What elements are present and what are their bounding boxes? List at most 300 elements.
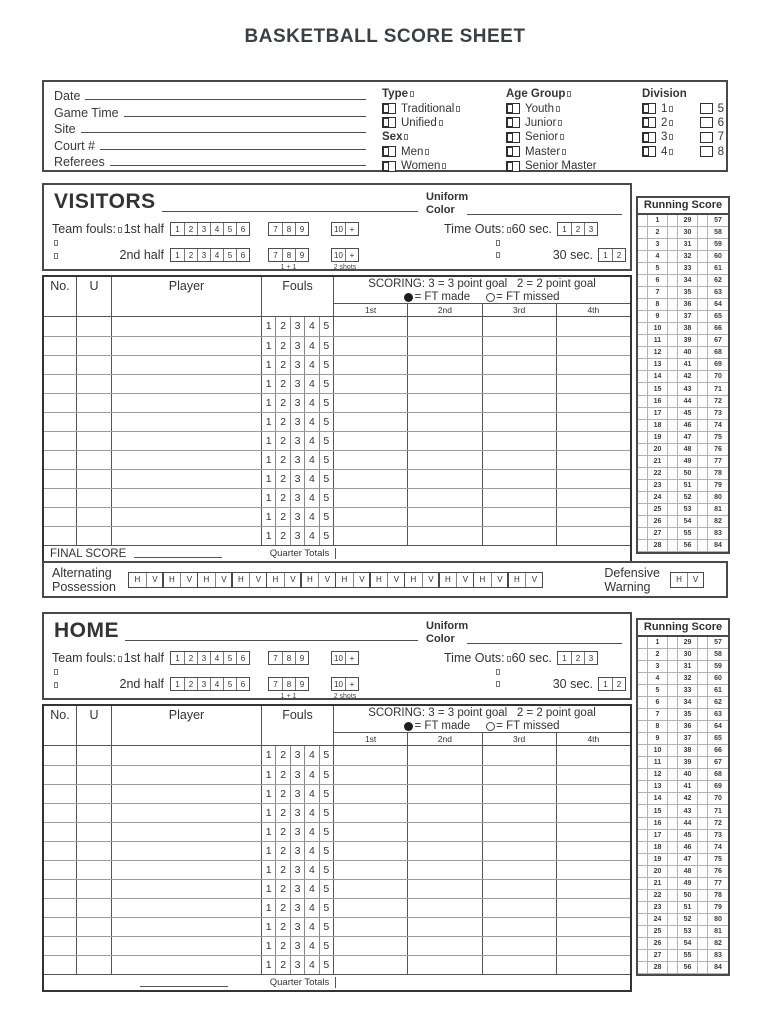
foul-digit[interactable]: 3: [290, 880, 304, 898]
running-score-markbox[interactable]: [668, 793, 678, 805]
running-score-number[interactable]: 55: [678, 528, 698, 540]
running-score-number[interactable]: 52: [678, 492, 698, 504]
running-score-markbox[interactable]: [668, 842, 678, 854]
player-name-cell[interactable]: [112, 337, 262, 355]
player-number-cell[interactable]: [44, 804, 77, 822]
running-score-number[interactable]: 34: [678, 697, 698, 709]
foul-digit[interactable]: 1: [265, 826, 272, 838]
foul-digit[interactable]: 5: [319, 413, 333, 431]
running-score-number[interactable]: 80: [708, 492, 728, 504]
running-score-markbox[interactable]: [638, 685, 648, 697]
score-cell-q2[interactable]: [407, 470, 481, 488]
number-box[interactable]: 2: [571, 652, 584, 664]
foul-digit[interactable]: 2: [275, 899, 289, 917]
running-score-number[interactable]: 6: [648, 275, 668, 287]
running-score-number[interactable]: 60: [708, 251, 728, 263]
unified-cell[interactable]: [77, 861, 112, 879]
foul-digit[interactable]: 2: [275, 918, 289, 936]
running-score-markbox[interactable]: [668, 516, 678, 528]
running-score-markbox[interactable]: [638, 504, 648, 516]
unified-cell[interactable]: [77, 432, 112, 450]
running-score-number[interactable]: 76: [708, 866, 728, 878]
score-cell-q2[interactable]: [407, 508, 481, 526]
running-score-number[interactable]: 82: [708, 938, 728, 950]
running-score-markbox[interactable]: [698, 468, 708, 480]
foul-digit[interactable]: 3: [290, 317, 304, 336]
foul-digit[interactable]: 2: [275, 527, 289, 545]
running-score-markbox[interactable]: [698, 757, 708, 769]
score-cell-q1[interactable]: [334, 899, 407, 917]
score-cell-q2[interactable]: [407, 918, 481, 936]
score-cell-q4[interactable]: [556, 508, 630, 526]
unified-cell[interactable]: [77, 489, 112, 507]
foul-digit[interactable]: 3: [290, 861, 304, 879]
foul-digit[interactable]: 3: [290, 375, 304, 393]
score-cell-q2[interactable]: [407, 451, 481, 469]
running-score-number[interactable]: 31: [678, 661, 698, 673]
running-score-number[interactable]: 36: [678, 721, 698, 733]
player-number-cell[interactable]: [44, 394, 77, 412]
number-box[interactable]: 4: [210, 223, 223, 235]
number-box[interactable]: 5: [223, 652, 236, 664]
foul-digit[interactable]: 5: [319, 899, 333, 917]
running-score-markbox[interactable]: [698, 781, 708, 793]
foul-digit[interactable]: 5: [319, 432, 333, 450]
number-box[interactable]: 1: [175, 679, 180, 689]
running-score-markbox[interactable]: [668, 227, 678, 239]
running-score-number[interactable]: 81: [708, 926, 728, 938]
number-box[interactable]: 2: [612, 249, 625, 261]
running-score-markbox[interactable]: [698, 540, 708, 552]
number-box[interactable]: 2: [612, 678, 625, 690]
possession-cell[interactable]: H: [410, 575, 417, 584]
checkbox-icon[interactable]: [700, 146, 713, 157]
running-score-markbox[interactable]: [698, 420, 708, 432]
number-box[interactable]: 4: [210, 249, 223, 261]
unified-cell[interactable]: [77, 451, 112, 469]
running-score-markbox[interactable]: [638, 444, 648, 456]
foul-digit[interactable]: 1: [265, 883, 272, 895]
possession-cell[interactable]: H: [272, 575, 279, 584]
running-score-markbox[interactable]: [698, 673, 708, 685]
checkbox-icon[interactable]: [506, 103, 520, 114]
foul-digit[interactable]: 2: [275, 470, 289, 488]
player-number-cell[interactable]: [44, 766, 77, 784]
running-score-markbox[interactable]: [698, 287, 708, 299]
possession-cell[interactable]: H: [514, 575, 520, 584]
running-score-number[interactable]: 77: [708, 456, 728, 468]
score-cell-q2[interactable]: [407, 880, 481, 898]
foul-digit[interactable]: 2: [275, 956, 289, 974]
running-score-number[interactable]: 65: [708, 311, 728, 323]
foul-digit[interactable]: 5: [319, 842, 333, 860]
running-score-number[interactable]: 41: [678, 781, 698, 793]
running-score-number[interactable]: 39: [678, 335, 698, 347]
number-box[interactable]: 6: [236, 249, 249, 261]
running-score-markbox[interactable]: [668, 697, 678, 709]
player-name-cell[interactable]: [112, 785, 262, 803]
score-cell-q1[interactable]: [334, 766, 407, 784]
number-box[interactable]: 3: [197, 678, 210, 690]
running-score-number[interactable]: 32: [678, 251, 698, 263]
running-score-number[interactable]: 75: [708, 854, 728, 866]
foul-digit[interactable]: 2: [275, 508, 289, 526]
running-score-number[interactable]: 61: [708, 685, 728, 697]
foul-digit[interactable]: 2: [275, 489, 289, 507]
running-score-number[interactable]: 30: [678, 649, 698, 661]
running-score-markbox[interactable]: [698, 697, 708, 709]
running-score-number[interactable]: 7: [648, 287, 668, 299]
running-score-markbox[interactable]: [638, 275, 648, 287]
running-score-number[interactable]: 83: [708, 528, 728, 540]
foul-digit[interactable]: 3: [290, 766, 304, 784]
foul-digit[interactable]: 1: [265, 435, 272, 447]
player-name-cell[interactable]: [112, 899, 262, 917]
running-score-number[interactable]: 9: [648, 311, 668, 323]
score-cell-q4[interactable]: [556, 746, 630, 765]
running-score-number[interactable]: 15: [648, 383, 668, 395]
checkbox-icon[interactable]: [382, 146, 396, 157]
running-score-markbox[interactable]: [638, 697, 648, 709]
running-score-markbox[interactable]: [638, 914, 648, 926]
team-name-line[interactable]: [125, 618, 418, 641]
player-number-cell[interactable]: [44, 356, 77, 374]
foul-digit[interactable]: 2: [275, 766, 289, 784]
running-score-number[interactable]: 29: [678, 215, 698, 227]
running-score-number[interactable]: 8: [648, 721, 668, 733]
running-score-markbox[interactable]: [698, 311, 708, 323]
foul-digit[interactable]: 4: [304, 766, 318, 784]
running-score-markbox[interactable]: [668, 902, 678, 914]
foul-digit[interactable]: 1: [265, 359, 272, 371]
running-score-markbox[interactable]: [698, 335, 708, 347]
unified-cell[interactable]: [77, 918, 112, 936]
running-score-number[interactable]: 5: [648, 263, 668, 275]
running-score-markbox[interactable]: [698, 263, 708, 275]
score-cell-q1[interactable]: [334, 804, 407, 822]
running-score-markbox[interactable]: [638, 251, 648, 263]
unified-cell[interactable]: [77, 356, 112, 374]
running-score-markbox[interactable]: [698, 745, 708, 757]
running-score-markbox[interactable]: [668, 456, 678, 468]
number-box[interactable]: 9: [295, 678, 308, 690]
running-score-number[interactable]: 4: [648, 673, 668, 685]
foul-digit[interactable]: 5: [319, 823, 333, 841]
running-score-markbox[interactable]: [638, 456, 648, 468]
unified-cell[interactable]: [77, 937, 112, 955]
foul-digit[interactable]: 2: [275, 880, 289, 898]
foul-digit[interactable]: 3: [290, 956, 304, 974]
number-box[interactable]: 6: [236, 223, 249, 235]
number-box[interactable]: 10: [334, 679, 343, 689]
score-cell-q4[interactable]: [556, 937, 630, 955]
running-score-number[interactable]: 15: [648, 805, 668, 817]
foul-digit[interactable]: 5: [319, 508, 333, 526]
checkbox-icon[interactable]: [700, 132, 713, 143]
running-score-number[interactable]: 72: [708, 818, 728, 830]
possession-cell[interactable]: V: [353, 573, 370, 587]
score-cell-q3[interactable]: [482, 394, 556, 412]
running-score-number[interactable]: 48: [678, 444, 698, 456]
running-score-markbox[interactable]: [638, 311, 648, 323]
possession-cell[interactable]: H: [479, 575, 486, 584]
foul-digit[interactable]: 5: [319, 918, 333, 936]
foul-digit[interactable]: 1: [265, 807, 272, 819]
running-score-markbox[interactable]: [698, 239, 708, 251]
foul-digit[interactable]: 5: [319, 937, 333, 955]
possession-cell[interactable]: V: [284, 573, 301, 587]
unified-cell[interactable]: [77, 804, 112, 822]
running-score-number[interactable]: 58: [708, 227, 728, 239]
running-score-markbox[interactable]: [668, 938, 678, 950]
running-score-markbox[interactable]: [698, 432, 708, 444]
running-score-markbox[interactable]: [668, 492, 678, 504]
player-name-cell[interactable]: [112, 413, 262, 431]
running-score-number[interactable]: 44: [678, 396, 698, 408]
foul-digit[interactable]: 4: [304, 918, 318, 936]
running-score-markbox[interactable]: [668, 239, 678, 251]
player-name-cell[interactable]: [112, 356, 262, 374]
running-score-markbox[interactable]: [638, 818, 648, 830]
running-score-number[interactable]: 64: [708, 721, 728, 733]
running-score-markbox[interactable]: [698, 215, 708, 227]
running-score-markbox[interactable]: [668, 745, 678, 757]
score-cell-q1[interactable]: [334, 317, 407, 336]
foul-digit[interactable]: 4: [304, 508, 318, 526]
foul-digit[interactable]: 4: [304, 527, 318, 545]
foul-digit[interactable]: 4: [304, 823, 318, 841]
score-cell-q3[interactable]: [482, 317, 556, 336]
score-cell-q3[interactable]: [482, 766, 556, 784]
running-score-markbox[interactable]: [698, 649, 708, 661]
player-name-cell[interactable]: [112, 746, 262, 765]
score-cell-q1[interactable]: [334, 861, 407, 879]
running-score-number[interactable]: 5: [648, 685, 668, 697]
running-score-markbox[interactable]: [668, 323, 678, 335]
player-number-cell[interactable]: [44, 823, 77, 841]
running-score-number[interactable]: 79: [708, 480, 728, 492]
score-cell-q2[interactable]: [407, 956, 481, 974]
running-score-markbox[interactable]: [638, 383, 648, 395]
running-score-markbox[interactable]: [698, 793, 708, 805]
uniform-color-line[interactable]: [467, 633, 622, 644]
running-score-markbox[interactable]: [638, 866, 648, 878]
foul-digit[interactable]: 5: [319, 766, 333, 784]
score-cell-q4[interactable]: [556, 432, 630, 450]
possession-cell[interactable]: H: [376, 575, 382, 584]
score-cell-q3[interactable]: [482, 508, 556, 526]
foul-digit[interactable]: 4: [304, 785, 318, 803]
score-cell-q1[interactable]: [334, 527, 407, 545]
running-score-markbox[interactable]: [638, 263, 648, 275]
running-score-markbox[interactable]: [668, 383, 678, 395]
defensive-warning-cell[interactable]: V: [687, 573, 703, 587]
number-box[interactable]: 3: [584, 223, 597, 235]
running-score-number[interactable]: 75: [708, 432, 728, 444]
foul-digit[interactable]: 1: [265, 511, 272, 523]
running-score-markbox[interactable]: [698, 504, 708, 516]
number-box[interactable]: 1: [562, 224, 567, 234]
score-cell-q3[interactable]: [482, 432, 556, 450]
running-score-number[interactable]: 12: [648, 769, 668, 781]
checkbox-icon[interactable]: [382, 117, 396, 128]
number-box[interactable]: 6: [236, 678, 249, 690]
running-score-number[interactable]: 49: [678, 878, 698, 890]
running-score-number[interactable]: 69: [708, 781, 728, 793]
number-box[interactable]: 4: [210, 652, 223, 664]
player-number-cell[interactable]: [44, 317, 77, 336]
running-score-markbox[interactable]: [698, 516, 708, 528]
foul-digit[interactable]: 4: [304, 899, 318, 917]
score-cell-q1[interactable]: [334, 880, 407, 898]
unified-cell[interactable]: [77, 823, 112, 841]
running-score-number[interactable]: 23: [648, 902, 668, 914]
player-name-cell[interactable]: [112, 394, 262, 412]
number-box[interactable]: 1: [175, 224, 180, 234]
running-score-markbox[interactable]: [668, 299, 678, 311]
possession-cell[interactable]: H: [238, 575, 244, 584]
running-score-number[interactable]: 43: [678, 383, 698, 395]
running-score-markbox[interactable]: [698, 733, 708, 745]
running-score-number[interactable]: 47: [678, 432, 698, 444]
foul-digit[interactable]: 1: [265, 340, 272, 352]
foul-digit[interactable]: 3: [290, 432, 304, 450]
foul-digit[interactable]: 3: [290, 470, 304, 488]
running-score-number[interactable]: 82: [708, 516, 728, 528]
foul-digit[interactable]: 1: [265, 788, 272, 800]
running-score-markbox[interactable]: [638, 540, 648, 552]
running-score-markbox[interactable]: [638, 480, 648, 492]
unified-cell[interactable]: [77, 746, 112, 765]
running-score-markbox[interactable]: [668, 335, 678, 347]
running-score-number[interactable]: 68: [708, 769, 728, 781]
running-score-number[interactable]: 18: [648, 842, 668, 854]
running-score-number[interactable]: 50: [678, 890, 698, 902]
running-score-markbox[interactable]: [638, 528, 648, 540]
player-number-cell[interactable]: [44, 508, 77, 526]
running-score-markbox[interactable]: [638, 371, 648, 383]
score-cell-q3[interactable]: [482, 451, 556, 469]
foul-digit[interactable]: 1: [265, 845, 272, 857]
running-score-markbox[interactable]: [638, 745, 648, 757]
running-score-number[interactable]: 78: [708, 890, 728, 902]
running-score-number[interactable]: 19: [648, 432, 668, 444]
score-cell-q3[interactable]: [482, 861, 556, 879]
foul-digit[interactable]: 1: [265, 320, 272, 332]
running-score-number[interactable]: 20: [648, 444, 668, 456]
running-score-markbox[interactable]: [668, 673, 678, 685]
uniform-color-line[interactable]: [467, 204, 622, 215]
checkbox-icon[interactable]: [642, 117, 656, 128]
number-box[interactable]: 3: [197, 249, 210, 261]
checkbox-icon[interactable]: [506, 117, 520, 128]
score-cell-q2[interactable]: [407, 746, 481, 765]
foul-digit[interactable]: 5: [319, 356, 333, 374]
running-score-markbox[interactable]: [638, 215, 648, 227]
running-score-number[interactable]: 17: [648, 408, 668, 420]
score-cell-q1[interactable]: [334, 956, 407, 974]
running-score-number[interactable]: 67: [708, 335, 728, 347]
score-cell-q1[interactable]: [334, 375, 407, 393]
running-score-markbox[interactable]: [638, 890, 648, 902]
foul-digit[interactable]: 1: [265, 473, 272, 485]
running-score-number[interactable]: 16: [648, 396, 668, 408]
site-input-line[interactable]: [81, 132, 366, 133]
running-score-markbox[interactable]: [698, 299, 708, 311]
running-score-markbox[interactable]: [638, 902, 648, 914]
running-score-markbox[interactable]: [698, 950, 708, 962]
possession-cell[interactable]: V: [249, 573, 266, 587]
running-score-markbox[interactable]: [668, 866, 678, 878]
running-score-number[interactable]: 56: [678, 962, 698, 974]
running-score-markbox[interactable]: [698, 721, 708, 733]
running-score-number[interactable]: 2: [648, 227, 668, 239]
number-box[interactable]: 6: [236, 652, 249, 664]
foul-digit[interactable]: 4: [304, 432, 318, 450]
player-number-cell[interactable]: [44, 413, 77, 431]
running-score-number[interactable]: 50: [678, 468, 698, 480]
running-score-number[interactable]: 73: [708, 408, 728, 420]
game-time-input-line[interactable]: [124, 116, 366, 117]
number-box[interactable]: +: [345, 652, 358, 664]
running-score-number[interactable]: 47: [678, 854, 698, 866]
unified-cell[interactable]: [77, 375, 112, 393]
running-score-number[interactable]: 83: [708, 950, 728, 962]
unified-cell[interactable]: [77, 337, 112, 355]
possession-cell[interactable]: V: [146, 573, 163, 587]
running-score-number[interactable]: 53: [678, 504, 698, 516]
checkbox-icon[interactable]: [642, 146, 656, 157]
running-score-markbox[interactable]: [638, 239, 648, 251]
foul-digit[interactable]: 4: [304, 413, 318, 431]
foul-digit[interactable]: 4: [304, 451, 318, 469]
player-name-cell[interactable]: [112, 375, 262, 393]
number-box[interactable]: 1: [603, 679, 608, 689]
number-box[interactable]: 1: [562, 653, 567, 663]
foul-digit[interactable]: 5: [319, 785, 333, 803]
score-cell-q2[interactable]: [407, 375, 481, 393]
unified-cell[interactable]: [77, 880, 112, 898]
score-cell-q4[interactable]: [556, 451, 630, 469]
foul-digit[interactable]: 3: [290, 356, 304, 374]
running-score-number[interactable]: 63: [708, 709, 728, 721]
running-score-markbox[interactable]: [668, 347, 678, 359]
foul-digit[interactable]: 3: [290, 337, 304, 355]
score-cell-q1[interactable]: [334, 937, 407, 955]
score-cell-q4[interactable]: [556, 317, 630, 336]
running-score-number[interactable]: 57: [708, 215, 728, 227]
running-score-markbox[interactable]: [638, 709, 648, 721]
running-score-number[interactable]: 24: [648, 914, 668, 926]
foul-digit[interactable]: 4: [304, 937, 318, 955]
running-score-markbox[interactable]: [698, 371, 708, 383]
unified-cell[interactable]: [77, 785, 112, 803]
foul-digit[interactable]: 1: [265, 921, 272, 933]
running-score-number[interactable]: 10: [648, 745, 668, 757]
running-score-number[interactable]: 6: [648, 697, 668, 709]
score-cell-q3[interactable]: [482, 842, 556, 860]
score-cell-q3[interactable]: [482, 785, 556, 803]
score-cell-q2[interactable]: [407, 861, 481, 879]
running-score-number[interactable]: 33: [678, 263, 698, 275]
running-score-markbox[interactable]: [668, 251, 678, 263]
date-input-line[interactable]: [85, 99, 366, 100]
foul-digit[interactable]: 5: [319, 746, 333, 765]
running-score-markbox[interactable]: [638, 793, 648, 805]
running-score-markbox[interactable]: [698, 275, 708, 287]
running-score-markbox[interactable]: [638, 721, 648, 733]
number-box[interactable]: 8: [282, 652, 295, 664]
